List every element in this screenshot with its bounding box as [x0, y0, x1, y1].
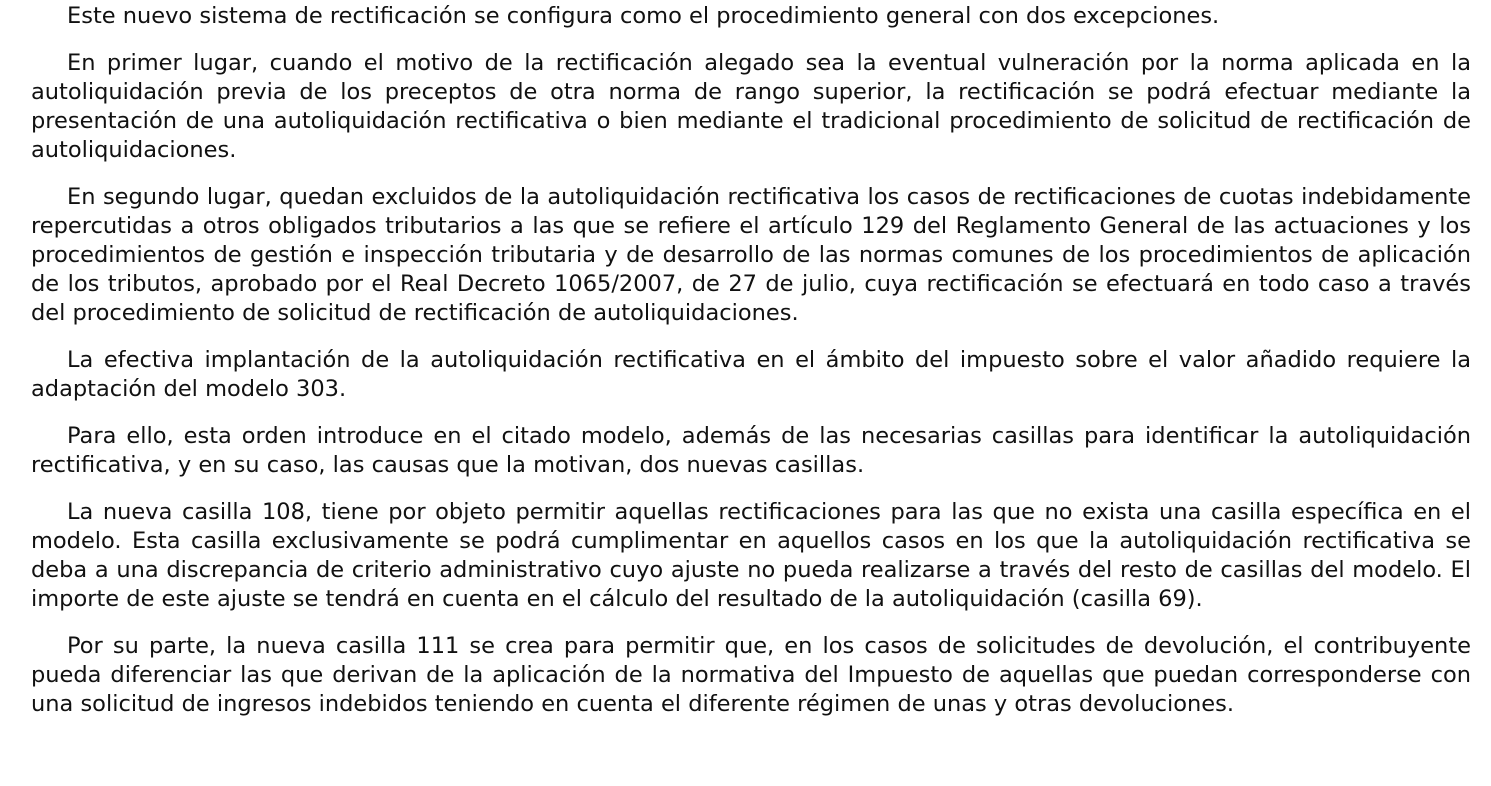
- paragraph-4: La efectiva implantación de la autoliquidación rectificativa en el ámbito del impuesto sobre el valor añadido requiere la adaptación del modelo 303.: [31, 347, 1471, 402]
- paragraph-5: Para ello, esta orden introduce en el citado modelo, además de las necesarias casillas para identificar la autoliquidación rectificativa, y en su caso, las causas que la motivan, dos nuevas casillas.: [31, 423, 1471, 478]
- paragraph-6: La nueva casilla 108, tiene por objeto permitir aquellas rectificaciones para las que no exista una casilla específica en el modelo. Esta casilla exclusivamente se podrá cumplimentar en aquellos casos en los que la autoliquidación rectificativa se deba a una discrepancia de criterio administrativo cuyo ajuste no pueda realizarse a través del resto de casillas del modelo. El importe de este ajuste se tendrá en cuenta en el cálculo del resultado de la autoliquidación (casilla 69).: [31, 499, 1471, 612]
- paragraph-2: En primer lugar, cuando el motivo de la rectificación alegado sea la eventual vulneración por la norma aplicada en la autoliquidación previa de los preceptos de otra norma de rango superior, la rectificación se podrá efectuar mediante la presentación de una autoliquidación rectificativa o bien mediante el tradicional procedimiento de solicitud de rectificación de autoliquidaciones.: [31, 50, 1471, 163]
- paragraph-1: Este nuevo sistema de rectificación se configura como el procedimiento general con dos excepciones.: [67, 3, 1220, 29]
- paragraph-7: Por su parte, la nueva casilla 111 se crea para permitir que, en los casos de solicitudes de devolución, el contribuyente pueda diferenciar las que derivan de la aplicación de la normativa del Impuesto de aquellas que puedan corresponderse con una solicitud de ingresos indebidos teniendo en cuenta el diferente régimen de unas y otras devoluciones.: [31, 633, 1471, 717]
- document-body: [31, 2, 1471, 737]
- paragraph-3: En segundo lugar, quedan excluidos de la autoliquidación rectificativa los casos de rectificaciones de cuotas indebidamente repercutidas a otros obligados tributarios a las que se refiere el artículo 129 del Reglamento General de las actuaciones y los procedimientos de gestión e inspección tributaria y de desarrollo de las normas comunes de los procedimientos de aplicación de los tributos, aprobado por el Real Decreto 1065/2007, de 27 de julio, cuya rectificación se efectuará en todo caso a través del procedimiento de solicitud de rectificación de autoliquidaciones.: [31, 184, 1471, 326]
